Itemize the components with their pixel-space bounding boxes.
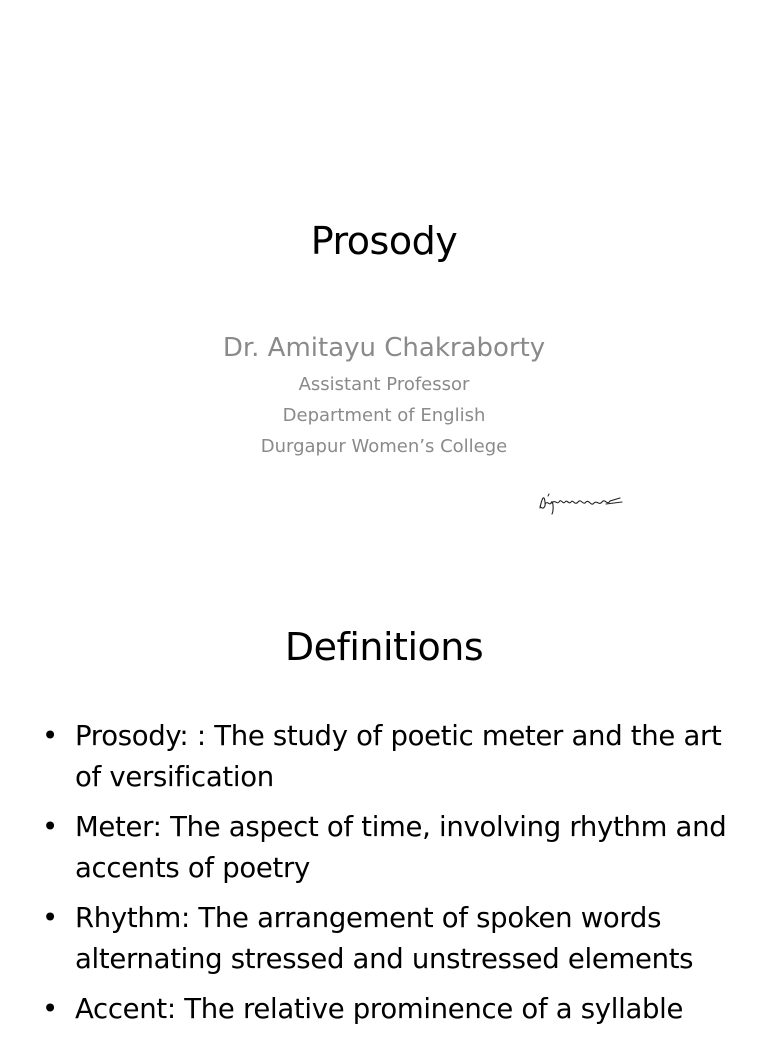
author-name: Dr. Amitayu Chakraborty [222, 333, 546, 363]
bullet-icon: • [42, 993, 58, 1025]
list-item [0, 716, 768, 798]
author-block [0, 333, 768, 462]
definitions-slide [0, 576, 768, 1024]
slide-title: Prosody [310, 219, 458, 263]
definition-text: Prosody: : The study of poetic meter and the art of versification [75, 720, 722, 793]
bullet-icon: • [42, 811, 58, 843]
definition-text: Rhythm: The arrangement of spoken words alternating stressed and unstressed elements [75, 902, 694, 975]
list-item [0, 807, 768, 889]
list-item [0, 898, 768, 980]
definition-text: Meter: The aspect of time, involving rhythm and accents of poetry [75, 811, 727, 884]
author-college: Durgapur Women’s College [260, 436, 508, 457]
author-department: Department of English [282, 405, 486, 426]
definition-text: Accent: The relative prominence of a syllable [75, 993, 684, 1025]
slide-title: Definitions [284, 625, 484, 669]
definitions-list [0, 716, 768, 1039]
author-position: Assistant Professor [298, 374, 470, 395]
bullet-icon: • [42, 720, 58, 752]
bullet-icon: • [42, 902, 58, 934]
signature-icon [536, 488, 624, 516]
